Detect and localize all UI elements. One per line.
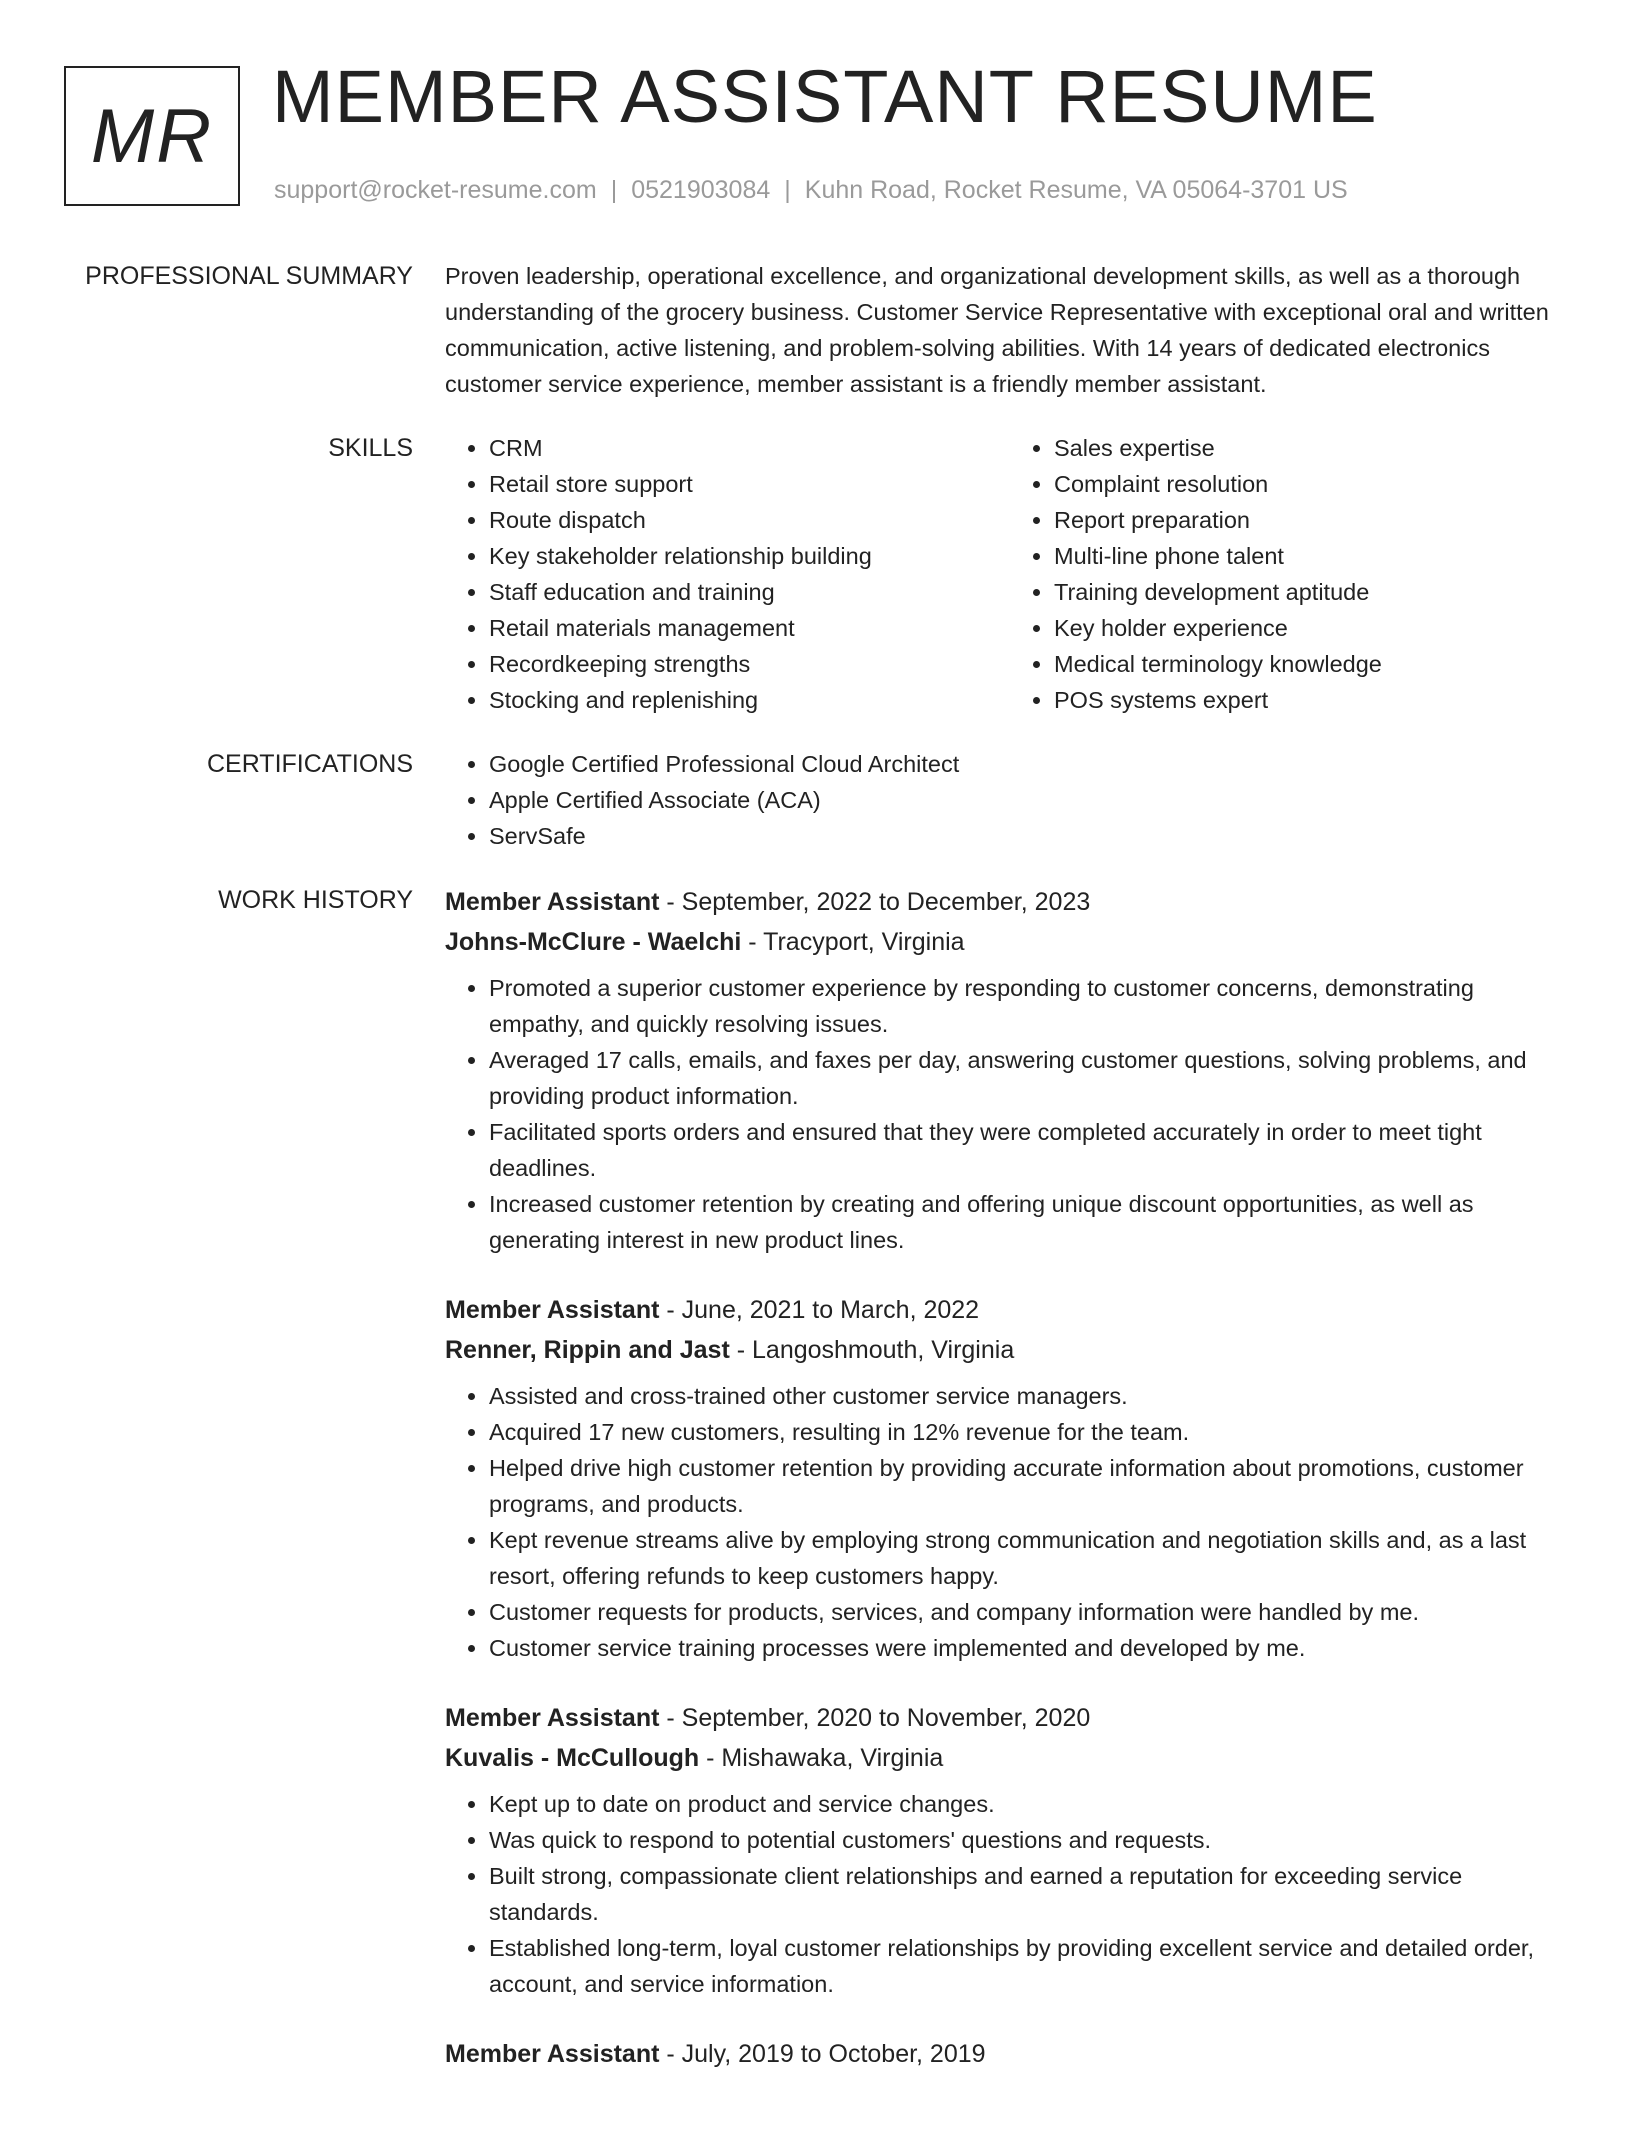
job-company: Johns-McClure - Waelchi [445, 928, 742, 956]
skill-item: • Sales expertise [1054, 430, 1575, 466]
contact-line [274, 176, 1348, 205]
skill-item: • Medical terminology knowledge [1054, 646, 1575, 682]
skill-item: • Stocking and replenishing [489, 682, 1010, 718]
work-history-list [445, 882, 1575, 2106]
job-company-line [445, 1738, 1575, 1778]
skills-list-left [445, 430, 1010, 718]
contact-separator: | [784, 176, 791, 204]
job-bullets [445, 1378, 1575, 1666]
job-bullet: • Averaged 17 calls, emails, and faxes per day, answering customer questions, solving problems, and providing product information. [489, 1042, 1575, 1114]
certifications-section [0, 746, 1632, 854]
resume-title: MEMBER ASSISTANT RESUME [272, 55, 1378, 138]
skill-item: • Staff education and training [489, 574, 1010, 610]
skill-item: • Key stakeholder relationship building [489, 538, 1010, 574]
skill-item: • Complaint resolution [1054, 466, 1575, 502]
job-location: - Mishawaka, Virginia [706, 1744, 944, 1772]
job-entry [445, 1698, 1575, 2002]
skill-item: • Retail store support [489, 466, 1010, 502]
job-dates: - September, 2022 to December, 2023 [666, 888, 1091, 916]
job-entry [445, 1290, 1575, 1666]
job-title: Member Assistant [445, 2040, 660, 2068]
job-title: Member Assistant [445, 1704, 660, 1732]
job-company: Renner, Rippin and Jast [445, 1336, 730, 1364]
skill-item: • POS systems expert [1054, 682, 1575, 718]
job-dates: - September, 2020 to November, 2020 [666, 1704, 1091, 1732]
job-bullet: • Kept revenue streams alive by employing strong communication and negotiation skills and, as a last resort, offering refunds to keep customers happy. [489, 1522, 1575, 1594]
skill-item: • CRM [489, 430, 1010, 466]
skill-item: • Recordkeeping strengths [489, 646, 1010, 682]
job-company: Kuvalis - McCullough [445, 1744, 700, 1772]
job-title: Member Assistant [445, 1296, 660, 1324]
skill-item: • Route dispatch [489, 502, 1010, 538]
job-dates: - June, 2021 to March, 2022 [666, 1296, 980, 1324]
section-label-summary: PROFESSIONAL SUMMARY [85, 262, 413, 290]
job-company-line [445, 922, 1575, 962]
skill-item: • Training development aptitude [1054, 574, 1575, 610]
job-entry [445, 882, 1575, 1258]
job-bullet: • Promoted a superior customer experience by responding to customer concerns, demonstrating empathy, and quickly resolving issues. [489, 970, 1575, 1042]
job-heading [445, 1698, 1575, 1738]
certifications-list [445, 746, 1575, 854]
skill-item: • Retail materials management [489, 610, 1010, 646]
skill-item: • Multi-line phone talent [1054, 538, 1575, 574]
skills-list-right [1010, 430, 1575, 718]
job-bullet: • Established long-term, loyal customer relationships by providing excellent service and detailed order, account, and service information. [489, 1930, 1575, 2002]
monogram-initials: MR [90, 93, 214, 179]
skill-item: • Report preparation [1054, 502, 1575, 538]
skills-section [0, 430, 1632, 718]
job-bullets [445, 1786, 1575, 2002]
job-company-line [445, 1330, 1575, 1370]
job-entry [445, 2034, 1575, 2074]
job-bullets [445, 970, 1575, 1258]
job-bullet: • Assisted and cross-trained other customer service managers. [489, 1378, 1575, 1414]
certification-item: • Apple Certified Associate (ACA) [489, 782, 1575, 818]
job-bullet: • Acquired 17 new customers, resulting in 12% revenue for the team. [489, 1414, 1575, 1450]
job-heading [445, 1290, 1575, 1330]
job-bullet: • Customer requests for products, services, and company information were handled by me. [489, 1594, 1575, 1630]
job-bullet: • Built strong, compassionate client relationships and earned a reputation for exceeding service standards. [489, 1858, 1575, 1930]
contact-separator: | [610, 176, 618, 204]
section-label-certifications: CERTIFICATIONS [206, 750, 413, 778]
job-bullet: • Helped drive high customer retention by providing accurate information about promotions, customer programs, and products. [489, 1450, 1575, 1522]
job-dates: - July, 2019 to October, 2019 [666, 2040, 986, 2068]
job-title: Member Assistant [445, 888, 660, 916]
job-location: - Langoshmouth, Virginia [736, 1336, 1015, 1364]
job-bullet: • Increased customer retention by creating and offering unique discount opportunities, as well as generating interest in new product lines. [489, 1186, 1575, 1258]
skill-item: • Key holder experience [1054, 610, 1575, 646]
job-bullet: • Facilitated sports orders and ensured that they were completed accurately in order to meet tight deadlines. [489, 1114, 1575, 1186]
job-heading [445, 2034, 1575, 2074]
monogram-box [64, 66, 240, 206]
job-bullet: • Kept up to date on product and service changes. [489, 1786, 1575, 1822]
job-heading [445, 882, 1575, 922]
work-history-section [0, 882, 1632, 2106]
job-location: - Tracyport, Virginia [748, 928, 965, 956]
section-label-work-history: WORK HISTORY [218, 886, 413, 914]
job-bullet: • Was quick to respond to potential customers' questions and requests. [489, 1822, 1575, 1858]
certification-item: • ServSafe [489, 818, 1575, 854]
summary-section [0, 258, 1632, 402]
summary-text: Proven leadership, operational excellence, and organizational development skills, as well as a thorough understanding of the grocery business. Customer Service Representative with exceptional oral and written communication, active listening, and problem-solving abilities. With 14 years of dedicated electronics customer service experience, member assistant is a friendly member assistant. [445, 263, 1549, 397]
contact-email[interactable]: support@rocket-resume.com [274, 176, 597, 204]
contact-address: Kuhn Road, Rocket Resume, VA 05064-3701 US [804, 176, 1348, 204]
job-bullet: • Customer service training processes were implemented and developed by me. [489, 1630, 1575, 1666]
resume-body [0, 258, 1632, 2134]
section-label-skills: SKILLS [328, 434, 413, 462]
certification-item: • Google Certified Professional Cloud Architect [489, 746, 1575, 782]
contact-phone[interactable]: 0521903084 [631, 176, 771, 204]
